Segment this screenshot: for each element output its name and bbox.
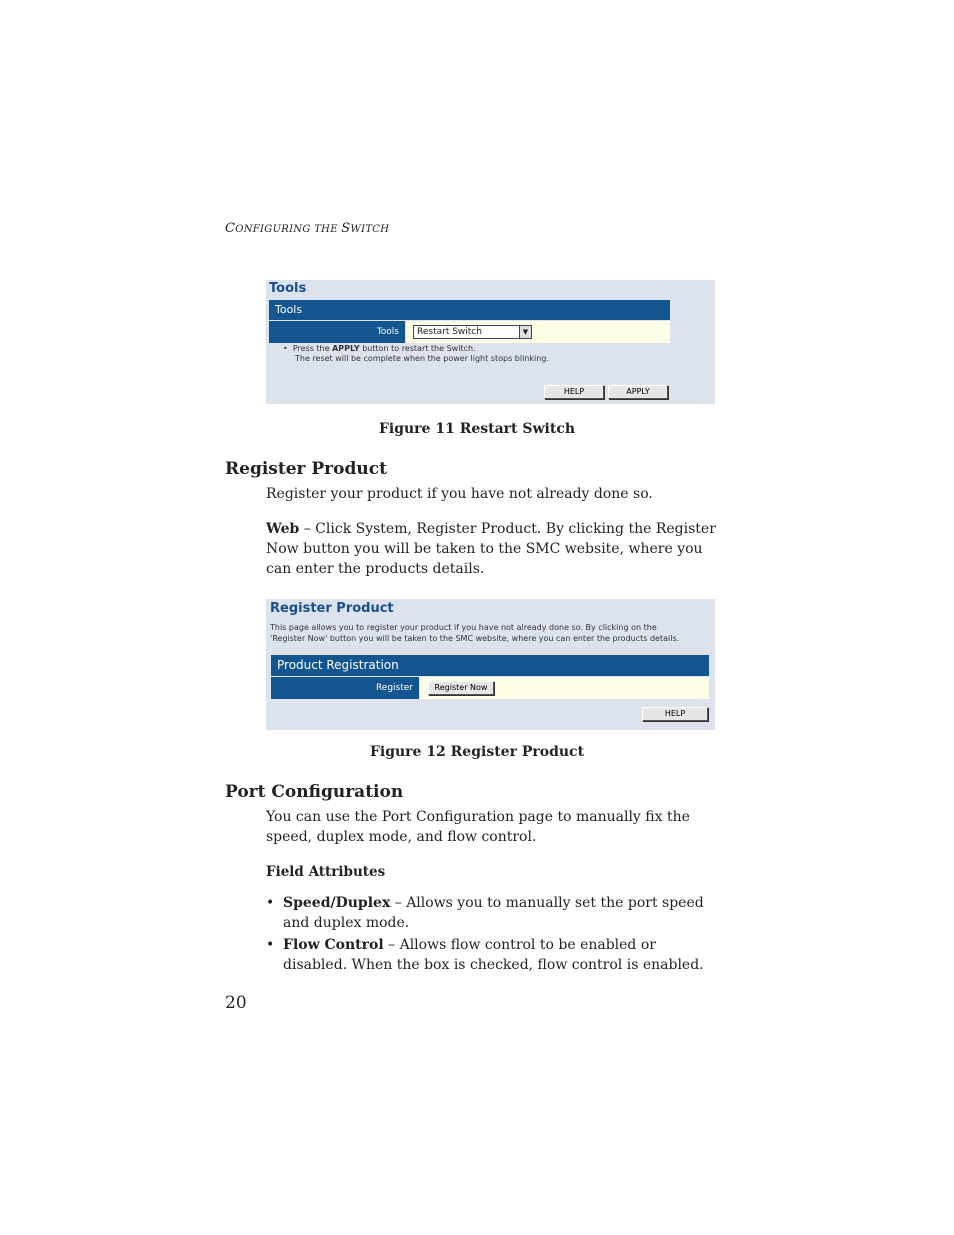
port-intro-text: You can use the Port Configuration page to manually fix the speed, duplex mode, and flow control. [266, 809, 690, 845]
register-product-heading: Register Product [225, 459, 387, 479]
page-number: 20 [225, 993, 247, 1013]
bullet: • [266, 895, 275, 911]
running-head: CONFIGURING THE SWITCH [225, 221, 390, 236]
list-item: • Flow Control – Allows flow control to be enabled or disabled. When the box is checked, flow control is enabled. [266, 937, 704, 973]
figure-12-caption: Figure 12 Register Product [369, 744, 585, 760]
restart-note: • Press the APPLY button to restart the Switch. The reset will be complete when the power light stops blinking. [283, 344, 549, 363]
register-product-screenshot [266, 599, 715, 730]
register-intro-text: Register your product if you have not already done so. [266, 486, 653, 502]
list-item: • Speed/Duplex – Allows you to manually set the port speed and duplex mode. [266, 895, 704, 931]
register-description: This page allows you to register your product if you have not already done so. By clicking on the 'Register Now' button you will be taken to the SMC website, where you can enter the products details. [270, 623, 680, 643]
product-registration-bar: Product Registration [271, 655, 709, 676]
panel-title: Tools [269, 281, 307, 296]
figure-11-caption: Figure 11 Restart Switch [378, 421, 576, 437]
register-web-text: Web – Click System, Register Product. By clicking the Register Now button you will be taken to the SMC website, where you can enter the products details. [266, 521, 716, 577]
port-configuration-heading: Port Configuration [225, 782, 404, 802]
chevron-down-icon: ▼ [519, 326, 531, 338]
panel-title: Register Product [270, 601, 394, 616]
register-field-label: Register [271, 677, 419, 699]
bullet: • [266, 937, 275, 953]
help-button[interactable]: HELP [544, 385, 604, 399]
help-button[interactable]: HELP [642, 707, 708, 721]
apply-button[interactable]: APPLY [608, 385, 668, 399]
register-now-button[interactable]: Register Now [428, 681, 494, 695]
field-attributes-heading: Field Attributes [266, 864, 386, 880]
tools-title-bar: Tools [269, 300, 670, 320]
restart-switch-screenshot [266, 280, 715, 404]
tools-select[interactable]: Restart Switch ▼ [413, 325, 532, 339]
tools-field-label: Tools [269, 321, 405, 343]
